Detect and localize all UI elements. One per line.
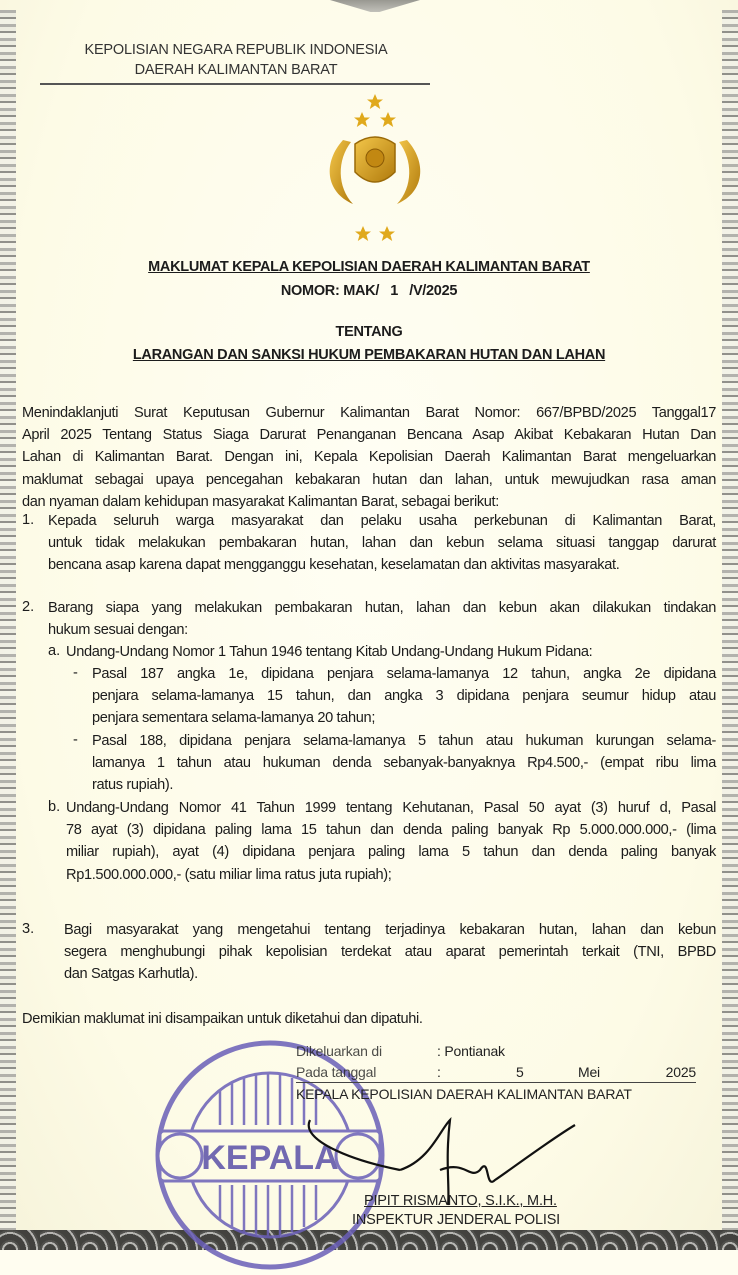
- text-line: Bagi masyarakat yang mengetahui tentang terjadinya kebakaran hutan, lahan dan kebun: [64, 922, 716, 938]
- document-subject: LARANGAN DAN SANKSI HUKUM PEMBAKARAN HUTAN DAN LAHAN: [132, 347, 606, 363]
- issued-label: Dikeluarkan di: [296, 1043, 382, 1059]
- subitem-a-text: [66, 641, 716, 663]
- signatory-position: KEPALA KEPOLISIAN DAERAH KALIMANTAN BARAT: [296, 1086, 632, 1102]
- text-line: untuk tidak melakukan pembakaran hutan, lahan dan kebun selama situasi tanggap darurat: [48, 535, 716, 552]
- letterhead-divider: [40, 83, 430, 85]
- text-line: bencana asap karena dapat mengganggu kesehatan, keselamatan dan aktivitas masyarakat.: [48, 557, 620, 574]
- decorative-border-right: [722, 10, 738, 1230]
- date-colon: :: [437, 1064, 441, 1080]
- about-label: TENTANG: [335, 324, 403, 340]
- bullet-dash: -: [73, 732, 78, 748]
- date-label: Pada tanggal: [296, 1064, 377, 1080]
- date-row: [296, 1064, 696, 1083]
- document-number: NOMOR: MAK/ 1 /V/2025: [280, 283, 458, 299]
- text-line: Rp1.500.000.000,- (satu miliar lima ratus juta rupiah);: [66, 866, 392, 883]
- text-line: Undang-Undang Nomor 41 Tahun 1999 tentang Kehutanan, Pasal 50 ayat (3) huruf d, Pasal: [66, 800, 716, 816]
- item-2-text: [48, 597, 716, 641]
- text-line: Barang siapa yang melakukan pembakaran hutan, lahan dan kebun akan dilakukan tindakan: [48, 600, 716, 616]
- subitem-a1-text: [92, 663, 716, 730]
- item-number: 3.: [22, 921, 35, 937]
- subitem-b-text: [66, 797, 716, 886]
- text-line: April 2025 Tentang Status Siaga Darurat Penanganan Bencana Asap Akibat Kebakaran Hutan Dan: [22, 427, 716, 444]
- text-line: Pasal 188, dipidana penjara selama-lamanya 5 tahun atau hukuman kurungan selama-: [92, 733, 716, 749]
- item-number: 1.: [22, 512, 35, 528]
- text-line: Kepada seluruh warga masyarakat dan pelaku usaha perkebunan di Kalimantan Barat,: [48, 513, 716, 529]
- date-year: 2025: [665, 1064, 696, 1080]
- letterhead: [40, 40, 432, 80]
- document-title: MAKLUMAT KEPALA KEPOLISIAN DAERAH KALIMANTAN BARAT: [148, 259, 590, 275]
- decorative-ornament-top: [330, 0, 420, 12]
- text-line: hukum sesuai dengan:: [48, 622, 188, 639]
- signatory-name: PIPIT RISMANTO, S.I.K., M.H.: [364, 1193, 557, 1209]
- stamp-center-text: KEPALA: [201, 1139, 339, 1177]
- text-line: 78 ayat (3) dipidana paling lama 15 tahun dan denda paling banyak Rp 5.000.000.000,- (lima: [66, 822, 716, 839]
- letterhead-line1: KEPOLISIAN NEGARA REPUBLIK INDONESIA: [84, 42, 388, 58]
- date-month: Mei: [578, 1064, 600, 1080]
- item-3-text: [64, 919, 716, 986]
- text-line: dan Satgas Karhutla).: [64, 966, 198, 983]
- text-line: Pasal 187 angka 1e, dipidana penjara selama-lamanya 12 tahun, angka 2e dipidana: [92, 666, 716, 682]
- police-emblem-icon: [315, 92, 435, 252]
- text-line: miliar rupiah), ayat (4) dipidana penjara paling lama 5 tahun dan denda paling banyak: [66, 844, 716, 861]
- text-line: Undang-Undang Nomor 1 Tahun 1946 tentang Kitab Undang-Undang Hukum Pidana:: [66, 644, 593, 660]
- text-line: penjara sementara selama-lamanya 20 tahun;: [92, 710, 376, 727]
- issued-place: : Pontianak: [437, 1043, 505, 1059]
- date-day: 5: [516, 1064, 524, 1080]
- subitem-label: b.: [48, 799, 61, 815]
- text-line: penjara selama-lamanya 15 tahun, dan angka 3 dipidana penjara seumur hidup atau: [92, 688, 716, 705]
- item-number: 2.: [22, 599, 35, 615]
- closing-statement: Demikian maklumat ini disampaikan untuk diketahui dan dipatuhi.: [22, 1011, 423, 1027]
- bullet-dash: -: [73, 665, 78, 681]
- item-1-text: [48, 510, 716, 577]
- subitem-a2-text: [92, 730, 716, 797]
- text-line: Menindaklanjuti Surat Keputusan Gubernur Kalimantan Barat Nomor: 667/BPBD/2025 Tanggal17: [22, 405, 716, 421]
- text-line: lamanya 1 tahun atau hukuman denda sebanyak-banyaknya Rp4.500,- (empat ribu lima: [92, 755, 716, 772]
- letterhead-line2: DAERAH KALIMANTAN BARAT: [134, 62, 338, 78]
- text-line: maklumat sebagai upaya pencegahan kebakaran hutan dan lahan, untuk mewujudkan rasa aman: [22, 471, 716, 488]
- text-line: Lahan di Kalimantan Barat. Dengan ini, Kepala Kepolisian Daerah Kalimantan Barat mengeluarkan: [22, 449, 716, 466]
- subitem-label: a.: [48, 643, 61, 659]
- text-line: segera menghubungi pihak kepolisian terdekat atau aparat pemerintah terkait (TNI, BPBD: [64, 944, 716, 961]
- decorative-border-left: [0, 10, 16, 1230]
- intro-paragraph: [22, 402, 716, 513]
- signatory-rank: INSPEKTUR JENDERAL POLISI: [352, 1212, 560, 1228]
- text-line: ratus rupiah).: [92, 777, 174, 794]
- text-line: dan nyaman dalam kehidupan masyarakat Kalimantan Barat, sebagai berikut:: [22, 493, 499, 510]
